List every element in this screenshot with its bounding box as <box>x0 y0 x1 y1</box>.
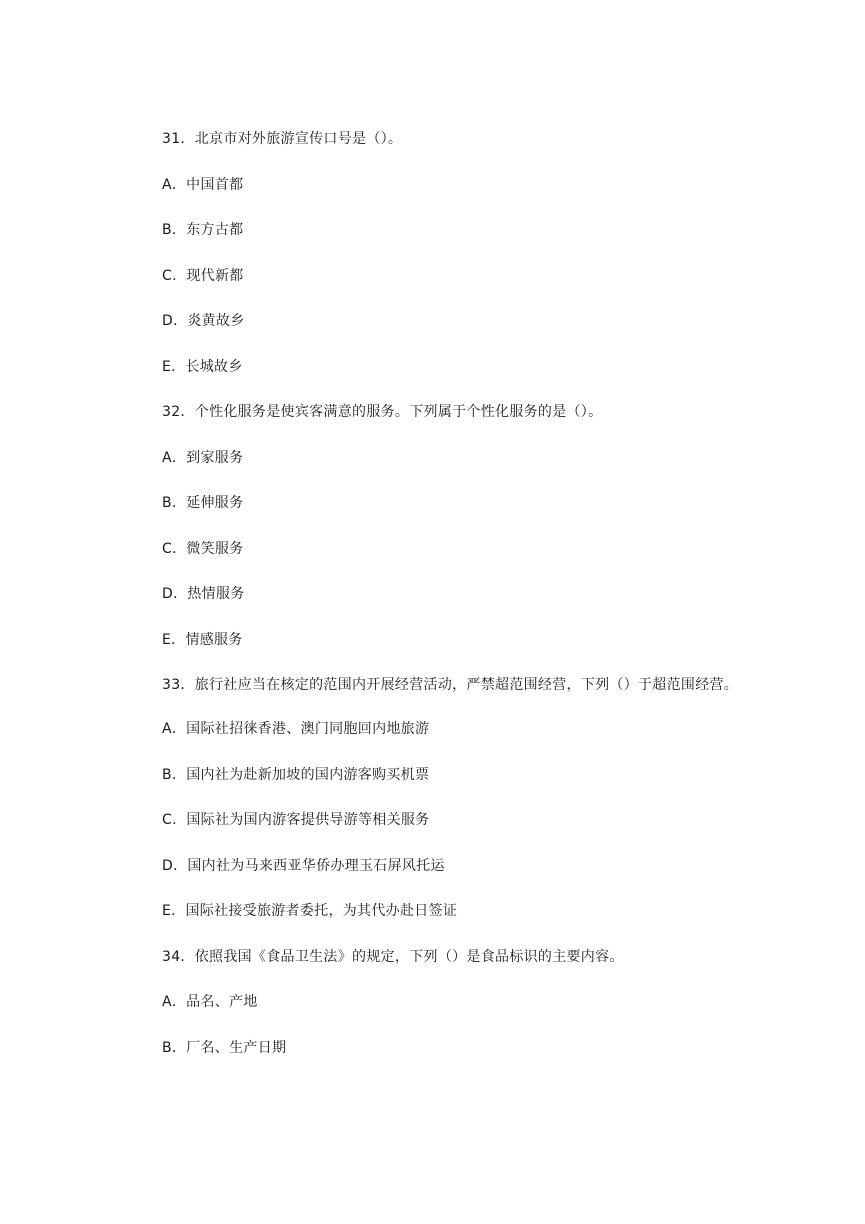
question-31-option-d: D．炎黄故乡 <box>162 313 245 329</box>
question-32-option-d: D．热情服务 <box>162 586 245 602</box>
question-34-stem: 34．依照我国《食品卫生法》的规定，下列（）是食品标识的主要内容。 <box>162 948 624 965</box>
question-32-option-b: B．延伸服务 <box>162 495 244 511</box>
question-33-option-e: E．国际社接受旅游者委托，为其代办赴日签证 <box>162 903 458 919</box>
question-33-option-d: D．国内社为马来西亚华侨办理玉石屏风托运 <box>162 857 445 874</box>
question-33-option-b: B．国内社为赴新加坡的国内游客购买机票 <box>162 766 430 783</box>
question-31-option-a: A．中国首都 <box>162 176 244 193</box>
question-32-option-a: A．到家服务 <box>162 449 244 466</box>
question-33-stem: 33．旅行社应当在核定的范围内开展经营活动，严禁超范围经营，下列（）于超范围经营。 <box>162 677 739 693</box>
question-34-option-b: B．厂名、生产日期 <box>162 1039 287 1056</box>
question-31-option-c: C．现代新都 <box>162 267 244 284</box>
question-33-option-a: A．国际社招徕香港、澳门同胞回内地旅游 <box>162 721 430 737</box>
question-32-stem: 32．个性化服务是使宾客满意的服务。下列属于个性化服务的是（）。 <box>162 404 603 420</box>
question-32-option-e: E．情感服务 <box>162 631 243 648</box>
question-31-option-b: B．东方古都 <box>162 222 244 238</box>
question-31-stem: 31．北京市对外旅游宣传口号是（）。 <box>162 131 403 147</box>
question-list <box>132 128 742 1082</box>
question-34-option-a: A．品名、产地 <box>162 994 258 1010</box>
question-31-option-e: E．长城故乡 <box>162 358 243 375</box>
question-33-option-c: C．国际社为国内游客提供导游等相关服务 <box>162 812 430 828</box>
question-32-option-c: C．微笑服务 <box>162 540 244 557</box>
